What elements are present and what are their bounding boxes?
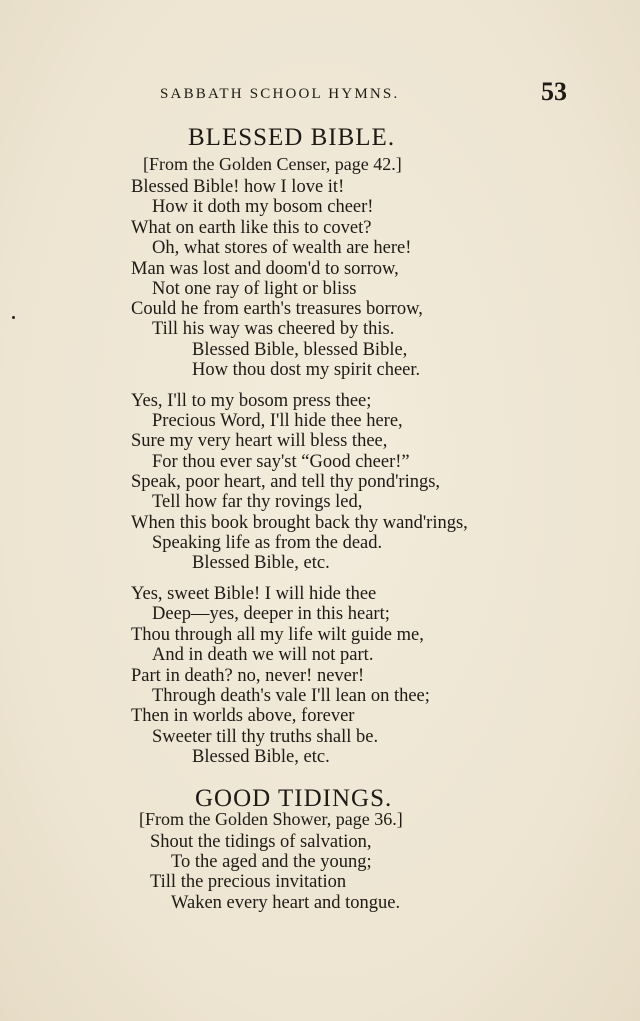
verse-line: Through death's vale I'll lean on thee; bbox=[152, 686, 430, 706]
refrain-line: Blessed Bible, blessed Bible, bbox=[192, 340, 408, 360]
hymn-title-good-tidings: GOOD TIDINGS. bbox=[195, 785, 393, 812]
verse-line: How it doth my bosom cheer! bbox=[152, 197, 374, 217]
verse-line: Deep—yes, deeper in this heart; bbox=[152, 604, 390, 624]
hymn-source: [From the Golden Censer, page 42.] bbox=[143, 154, 402, 174]
verse-line: Precious Word, I'll hide thee here, bbox=[152, 411, 403, 431]
verse-line: Sure my very heart will bless thee, bbox=[131, 431, 388, 451]
refrain-line: How thou dost my spirit cheer. bbox=[192, 360, 421, 380]
verse-line: Speaking life as from the dead. bbox=[152, 533, 383, 553]
verse-line: Thou through all my life wilt guide me, bbox=[131, 625, 424, 645]
hymn-title-blessed-bible: BLESSED BIBLE. bbox=[188, 124, 396, 151]
verse-line: Then in worlds above, forever bbox=[131, 706, 355, 726]
verse-line: Till his way was cheered by this. bbox=[152, 319, 395, 339]
verse-line: Could he from earth's treasures borrow, bbox=[131, 299, 423, 319]
verse-line: Yes, I'll to my bosom press thee; bbox=[131, 391, 372, 411]
verse-line: When this book brought back thy wand'rings, bbox=[131, 513, 468, 533]
verse-line: What on earth like this to covet? bbox=[131, 218, 372, 238]
verse-line: Yes, sweet Bible! I will hide thee bbox=[131, 584, 377, 604]
verse-line: Part in death? no, never! never! bbox=[131, 666, 365, 686]
hymn-source: [From the Golden Shower, page 36.] bbox=[139, 809, 403, 829]
running-head: SABBATH SCHOOL HYMNS. bbox=[160, 86, 400, 102]
ink-speck bbox=[12, 316, 15, 319]
verse-line: Till the precious invitation bbox=[150, 872, 347, 892]
verse-line: Oh, what stores of wealth are here! bbox=[152, 238, 412, 258]
verse-line: To the aged and the young; bbox=[171, 852, 372, 872]
verse-line: Sweeter till thy truths shall be. bbox=[152, 727, 379, 747]
verse-line: And in death we will not part. bbox=[152, 645, 374, 665]
verse-line: Man was lost and doom'd to sorrow, bbox=[131, 259, 399, 279]
verse-line: Shout the tidings of salvation, bbox=[150, 832, 372, 852]
refrain-line: Blessed Bible, etc. bbox=[192, 747, 330, 767]
verse-line: Tell how far thy rovings led, bbox=[152, 492, 363, 512]
verse-line: Blessed Bible! how I love it! bbox=[131, 177, 345, 197]
verse-line: Speak, poor heart, and tell thy pond'rings, bbox=[131, 472, 441, 492]
refrain-line: Blessed Bible, etc. bbox=[192, 553, 330, 573]
verse-line: Not one ray of light or bliss bbox=[152, 279, 357, 299]
verse-line: Waken every heart and tongue. bbox=[171, 893, 401, 913]
verse-line: For thou ever say'st “Good cheer!” bbox=[152, 452, 410, 472]
page-number: 53 bbox=[541, 77, 567, 106]
